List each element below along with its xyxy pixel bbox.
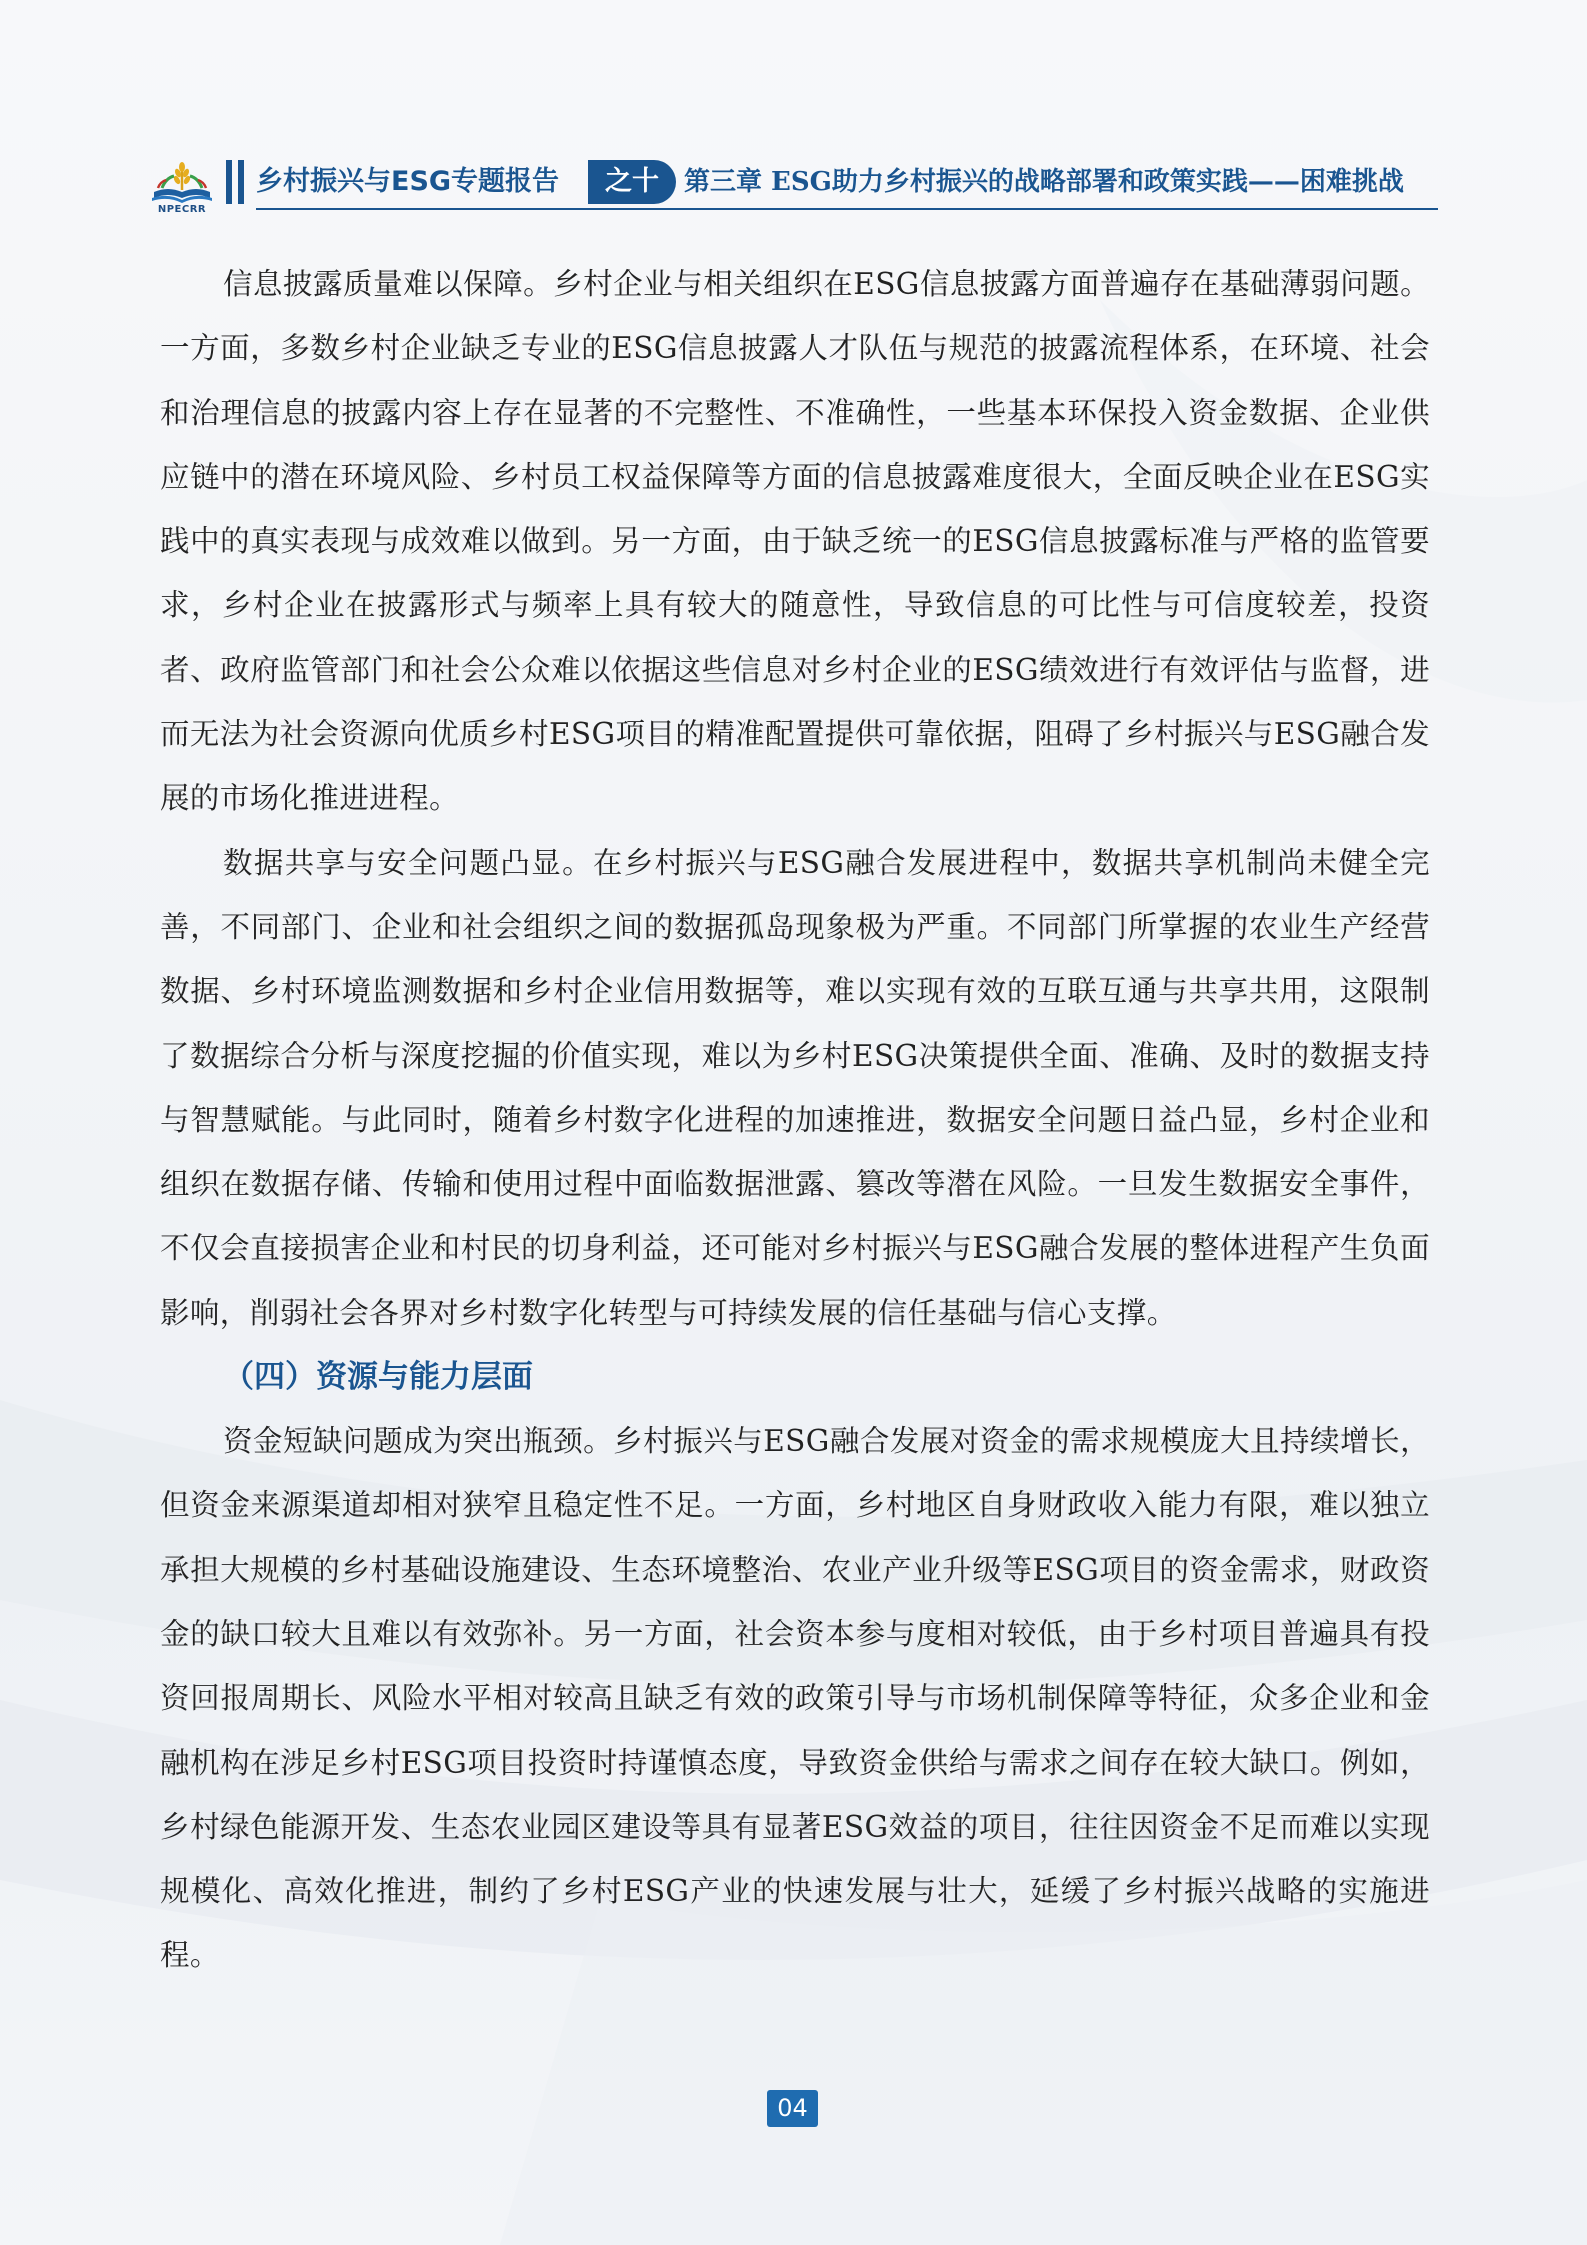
report-header xyxy=(148,158,1438,216)
series-title: 乡村振兴与ESG专题报告 xyxy=(256,166,560,197)
main-content xyxy=(160,252,1430,1988)
chapter-title: 第三章 ESG助力乡村振兴的战略部署和政策实践——困难挑战 xyxy=(684,167,1404,197)
series-number-badge: 之十 xyxy=(588,160,676,204)
paragraph-information-disclosure: 信息披露质量难以保障。乡村企业与相关组织在ESG信息披露方面普遍存在基础薄弱问题。一方面，多数乡村企业缺乏专业的ESG信息披露人才队伍与规范的披露流程体系，在环境、社会和治理信息的披露内容上存在显著的不完整性、不准确性，一些基本环保投入资金数据、企业供应链中的潜在环境风险、乡村员工权益保障等方面的信息披露难度很大，全面反映企业在ESG实践中的真实表现与成效难以做到。另一方面，由于缺乏统一的ESG信息披露标准与严格的监管要求，乡村企业在披露形式与频率上具有较大的随意性，导致信息的可比性与可信度较差，投资者、政府监管部门和社会公众难以依据这些信息对乡村企业的ESG绩效进行有效评估与监督，进而无法为社会资源向优质乡村ESG项目的精准配置提供可靠依据，阻碍了乡村振兴与ESG融合发展的市场化推进进程。 xyxy=(160,267,1430,816)
paragraph-data-sharing-security: 数据共享与安全问题凸显。在乡村振兴与ESG融合发展进程中，数据共享机制尚未健全完善，不同部门、企业和社会组织之间的数据孤岛现象极为严重。不同部门所掌握的农业生产经营数据、乡村环境监测数据和乡村企业信用数据等，难以实现有效的互联互通与共享共用，这限制了数据综合分析与深度挖掘的价值实现，难以为乡村ESG决策提供全面、准确、及时的数据支持与智慧赋能。与此同时，随着乡村数字化进程的加速推进，数据安全问题日益凸显，乡村企业和组织在数据存储、传输和使用过程中面临数据泄露、篡改等潜在风险。一旦发生数据安全事件，不仅会直接损害企业和村民的切身利益，还可能对乡村振兴与ESG融合发展的整体进程产生负面影响，削弱社会各界对乡村数字化转型与可持续发展的信任基础与信心支撑。 xyxy=(160,845,1430,1330)
page-number: 04 xyxy=(767,2090,818,2127)
header-underline xyxy=(256,208,1438,210)
header-divider-bar xyxy=(226,160,232,204)
paragraph-funding-shortage: 资金短缺问题成为突出瓶颈。乡村振兴与ESG融合发展对资金的需求规模庞大且持续增长，但资金来源渠道却相对狭窄且稳定性不足。一方面，乡村地区自身财政收入能力有限，难以独立承担大规模的乡村基础设施建设、生态环境整治、农业产业升级等ESG项目的资金需求，财政资金的缺口较大且难以有效弥补。另一方面，社会资本参与度相对较低，由于乡村项目普遍具有投资回报周期长、风险水平相对较高且缺乏有效的政策引导与市场机制保障等特征，众多企业和金融机构在涉足乡村ESG项目投资时持谨慎态度，导致资金供给与需求之间存在较大缺口。例如，乡村绿色能源开发、生态农业园区建设等具有显著ESG效益的项目，往往因资金不足而难以实现规模化、高效化推进，制约了乡村ESG产业的快速发展与壮大，延缓了乡村振兴战略的实施进程。 xyxy=(160,1424,1430,1973)
logo-text: NPECRR xyxy=(157,204,207,215)
wheat-book-logo-icon xyxy=(148,158,216,204)
header-divider-bar xyxy=(238,160,244,204)
npecrr-logo xyxy=(148,158,216,216)
section-heading: （四）资源与能力层面 xyxy=(223,1359,533,1396)
